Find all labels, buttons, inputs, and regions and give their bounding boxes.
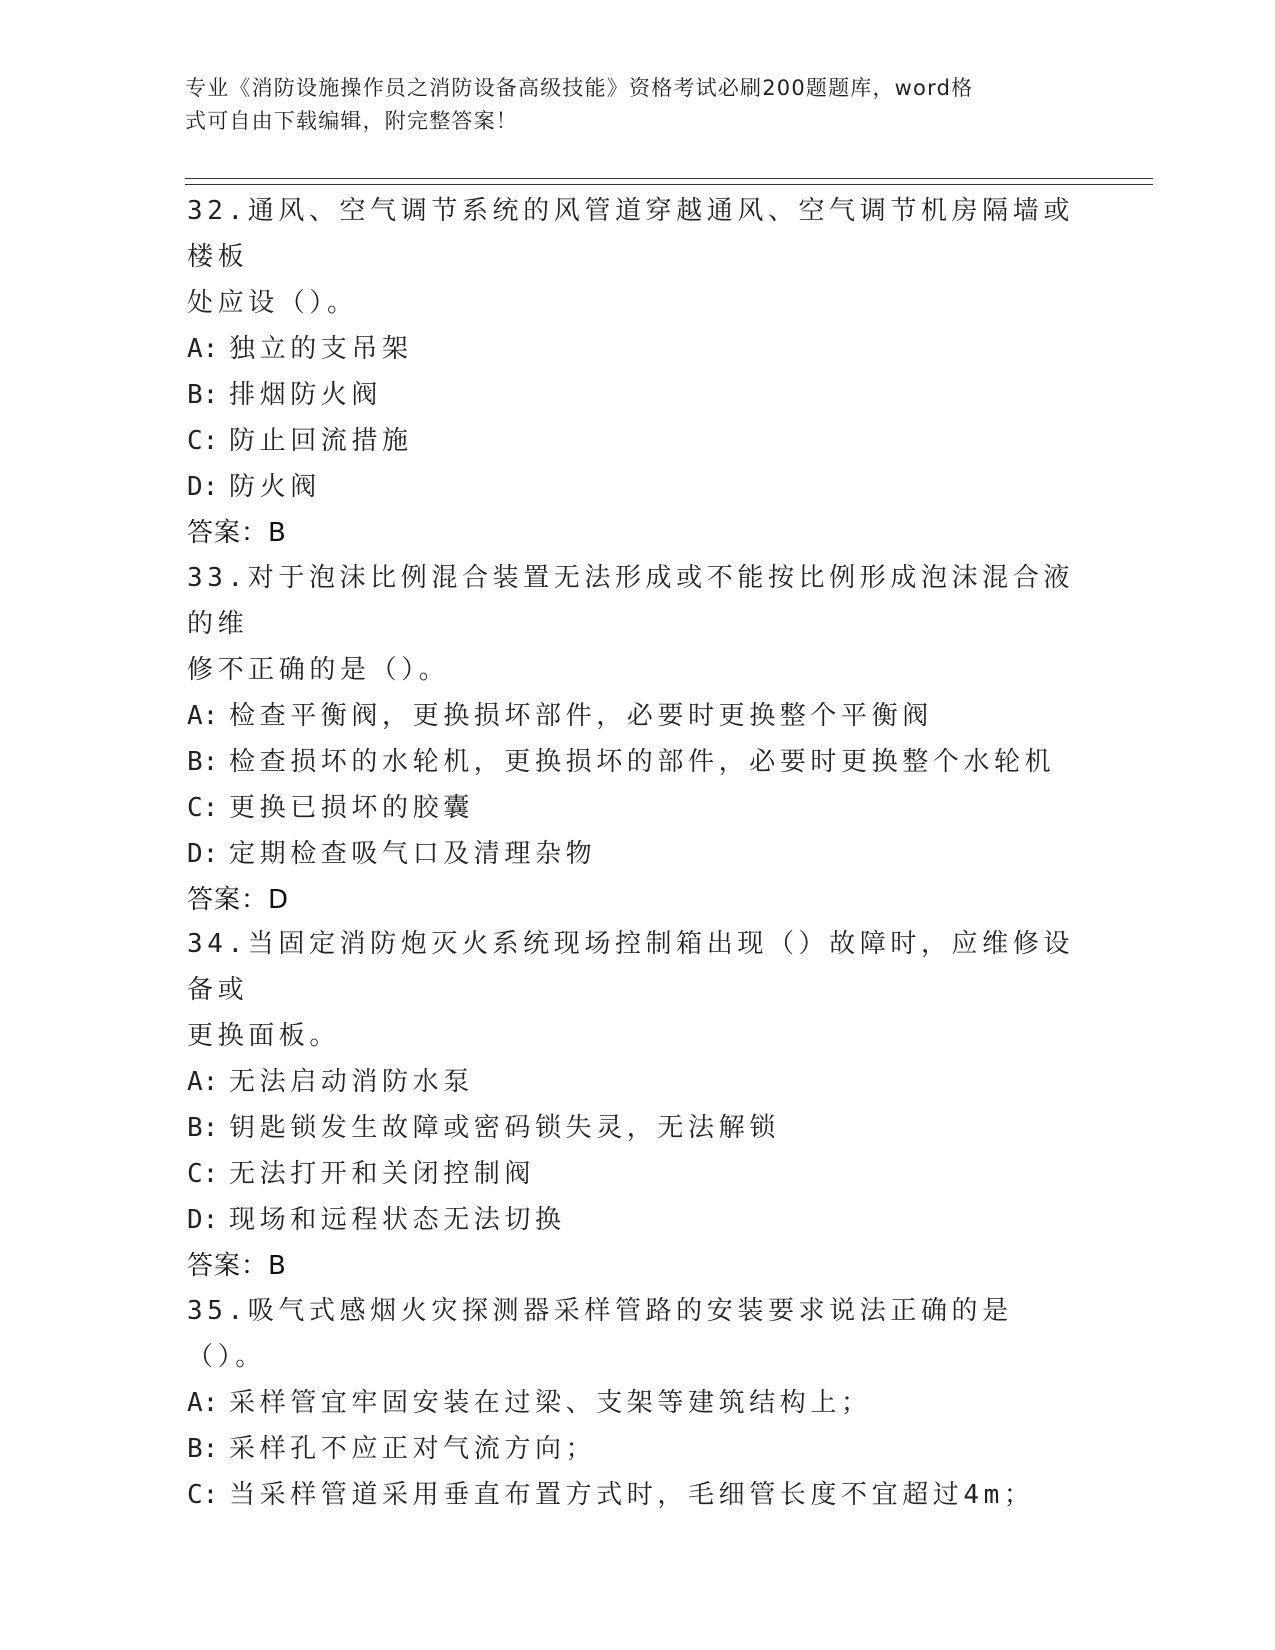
question-35 (187, 1288, 1087, 1518)
answer: 答案：D (187, 885, 290, 915)
header-divider-top (185, 178, 1153, 179)
option-label: D: (187, 1205, 219, 1235)
question-text-cont: 修不正确的是（）。 (187, 655, 450, 685)
option-a (187, 693, 1087, 739)
option-label: C: (187, 1159, 219, 1189)
option-label: A: (187, 334, 219, 364)
option-text: 现场和远程状态无法切换 (229, 1205, 566, 1235)
option-label: C: (187, 1480, 219, 1510)
intro-line-2: 式可自由下载编辑，附完整答案！ (185, 109, 518, 133)
option-d (187, 831, 1087, 877)
option-text: 独立的支吊架 (229, 334, 413, 364)
question-text: 35.吸气式感烟火灾探测器采样管路的安装要求说法正确的是（）。 (187, 1296, 1013, 1372)
option-text: 采样孔不应正对气流方向； (229, 1434, 597, 1464)
option-d (187, 464, 1087, 510)
option-a (187, 326, 1087, 372)
option-text: 更换已损坏的胶囊 (229, 793, 474, 823)
option-label: B: (187, 1113, 219, 1143)
header-divider-bottom (185, 184, 1153, 185)
option-c (187, 785, 1087, 831)
option-d (187, 1197, 1087, 1243)
option-text: 无法打开和关闭控制阀 (229, 1159, 536, 1189)
option-label: A: (187, 1388, 219, 1418)
option-b (187, 372, 1087, 418)
option-text: 当采样管道采用垂直布置方式时，毛细管长度不宜超过4m； (229, 1480, 1035, 1510)
option-text: 定期检查吸气口及清理杂物 (229, 839, 597, 869)
option-b (187, 1105, 1087, 1151)
question-32 (187, 188, 1087, 556)
question-text-cont: 更换面板。 (187, 1021, 341, 1051)
option-label: A: (187, 701, 219, 731)
option-label: B: (187, 747, 219, 777)
question-33 (187, 555, 1087, 923)
option-text: 无法启动消防水泵 (229, 1067, 474, 1097)
question-text-cont: 处应设（）。 (187, 288, 358, 318)
option-label: C: (187, 793, 219, 823)
option-label: B: (187, 380, 219, 410)
option-a (187, 1059, 1087, 1105)
option-text: 检查平衡阀，更换损坏部件，必要时更换整个平衡阀 (229, 701, 933, 731)
answer: 答案：B (187, 518, 287, 548)
intro-line-1: 专业《消防设施操作员之消防设备高级技能》资格考试必刷200题题库，word格 (185, 76, 974, 100)
document-header (185, 72, 1065, 138)
option-label: B: (187, 1434, 219, 1464)
option-text: 钥匙锁发生故障或密码锁失灵，无法解锁 (229, 1113, 780, 1143)
option-label: C: (187, 426, 219, 456)
question-text: 32.通风、空气调节系统的风管道穿越通风、空气调节机房隔墙或楼板 (187, 196, 1074, 272)
question-text: 33.对于泡沫比例混合装置无法形成或不能按比例形成泡沫混合液的维 (187, 563, 1074, 639)
option-c (187, 1151, 1087, 1197)
option-text: 检查损坏的水轮机，更换损坏的部件，必要时更换整个水轮机 (229, 747, 1056, 777)
option-text: 采样管宜牢固安装在过梁、支架等建筑结构上； (229, 1388, 872, 1418)
option-text: 排烟防火阀 (229, 380, 383, 410)
option-c (187, 1472, 1087, 1518)
option-text: 防止回流措施 (229, 426, 413, 456)
question-text: 34.当固定消防炮灭火系统现场控制箱出现（）故障时，应维修设备或 (187, 929, 1074, 1005)
question-34 (187, 921, 1087, 1289)
answer: 答案：B (187, 1251, 287, 1281)
option-label: D: (187, 839, 219, 869)
option-text: 防火阀 (229, 472, 321, 502)
option-label: D: (187, 472, 219, 502)
option-b (187, 1426, 1087, 1472)
option-c (187, 418, 1087, 464)
option-label: A: (187, 1067, 219, 1097)
option-b (187, 739, 1087, 785)
option-a (187, 1380, 1087, 1426)
